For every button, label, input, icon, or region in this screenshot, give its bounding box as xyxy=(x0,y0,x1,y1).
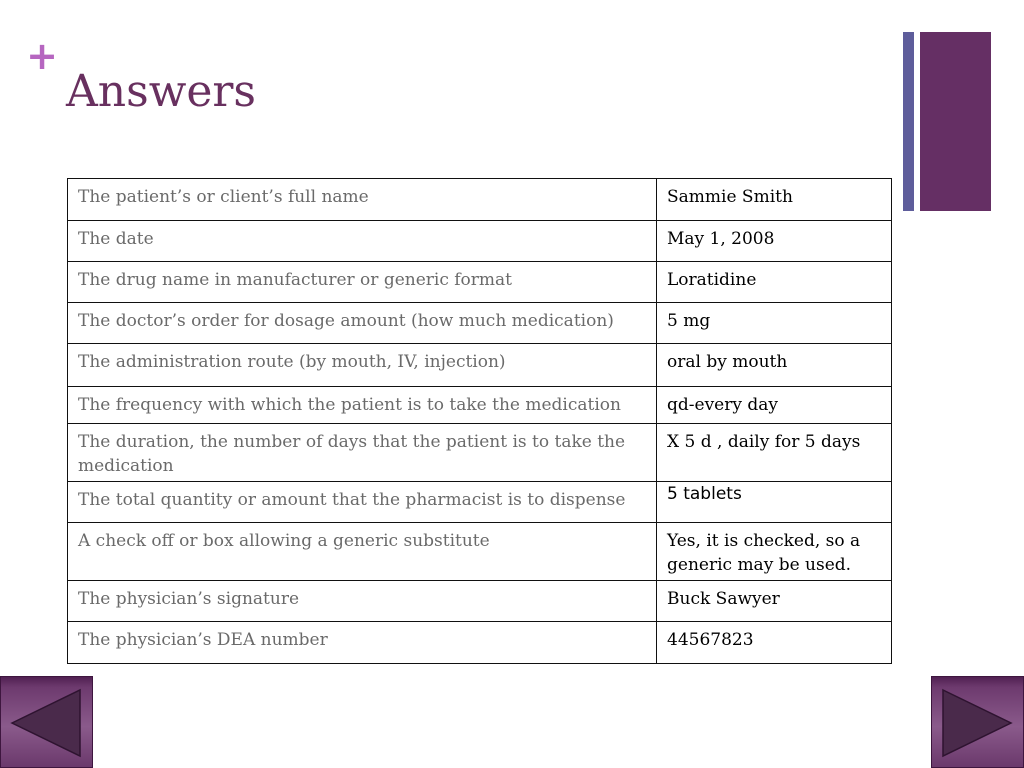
question-cell: The drug name in manufacturer or generic format xyxy=(68,262,657,303)
question-cell: The duration, the number of days that the patient is to take the medication xyxy=(68,424,657,482)
table-row xyxy=(68,581,892,622)
answer-cell: Yes, it is checked, so a generic may be used. xyxy=(657,523,892,581)
answer-cell: X 5 d , daily for 5 days xyxy=(657,424,892,482)
answer-cell: oral by mouth xyxy=(657,344,892,387)
table-row xyxy=(68,424,892,482)
decorative-bar-thick xyxy=(920,32,991,211)
table-row xyxy=(68,262,892,303)
answer-cell: May 1, 2008 xyxy=(657,221,892,262)
next-slide-button[interactable] xyxy=(931,676,1024,768)
question-cell: The frequency with which the patient is to take the medication xyxy=(68,387,657,424)
question-cell: A check off or box allowing a generic substitute xyxy=(68,523,657,581)
answer-cell: 44567823 xyxy=(657,622,892,664)
decorative-bar-thin xyxy=(903,32,914,211)
table-row xyxy=(68,482,892,523)
answer-cell: Loratidine xyxy=(657,262,892,303)
question-cell: The patient’s or client’s full name xyxy=(68,179,657,221)
table-row xyxy=(68,179,892,221)
question-cell: The doctor’s order for dosage amount (how much medication) xyxy=(68,303,657,344)
triangle-right-icon xyxy=(931,676,1024,768)
question-cell: The physician’s signature xyxy=(68,581,657,622)
answer-cell: 5 tablets xyxy=(657,482,892,523)
question-cell: The total quantity or amount that the pharmacist is to dispense xyxy=(68,482,657,523)
table-row xyxy=(68,303,892,344)
question-cell: The administration route (by mouth, IV, injection) xyxy=(68,344,657,387)
table-row xyxy=(68,523,892,581)
answer-cell: Sammie Smith xyxy=(657,179,892,221)
plus-icon: + xyxy=(26,34,58,78)
question-cell: The date xyxy=(68,221,657,262)
table-row xyxy=(68,221,892,262)
triangle-left-icon xyxy=(0,676,93,768)
slide-title: Answers xyxy=(66,66,257,117)
table-row xyxy=(68,344,892,387)
previous-slide-button[interactable] xyxy=(0,676,93,768)
question-cell: The physician’s DEA number xyxy=(68,622,657,664)
table-row xyxy=(68,622,892,664)
answer-cell: qd-every day xyxy=(657,387,892,424)
answer-cell: Buck Sawyer xyxy=(657,581,892,622)
answers-table xyxy=(67,178,892,664)
answer-cell: 5 mg xyxy=(657,303,892,344)
table-row xyxy=(68,387,892,424)
